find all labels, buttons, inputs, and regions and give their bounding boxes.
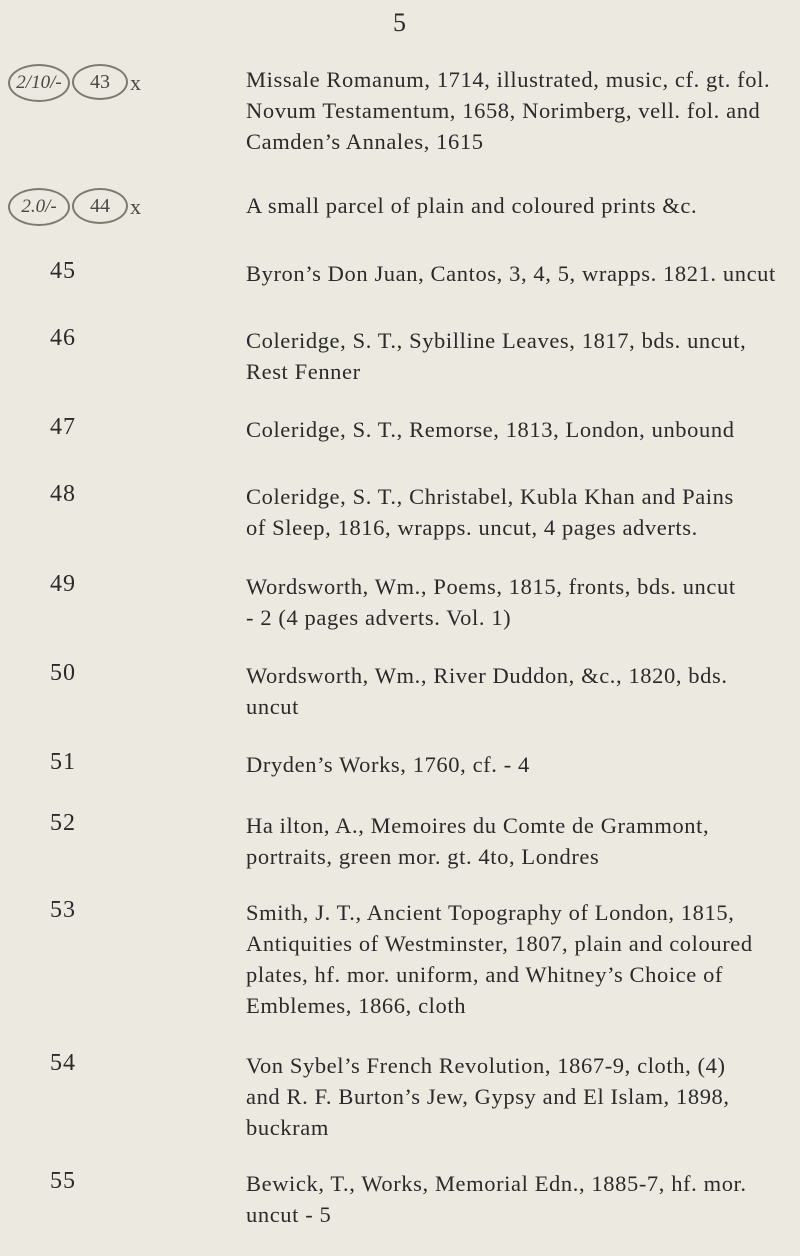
lot-description xyxy=(246,1168,786,1230)
description-line: and R. F. Burton’s Jew, Gypsy and El Islam, 1898, xyxy=(246,1084,730,1109)
description-line: Coleridge, S. T., Christabel, Kubla Khan and Pains xyxy=(246,484,734,509)
lot-description xyxy=(246,749,786,780)
description-line: Coleridge, S. T., Sybilline Leaves, 1817, bds. uncut, xyxy=(246,328,747,353)
description-line: uncut xyxy=(246,694,299,719)
lot-description xyxy=(246,190,786,221)
margin-annotation-43 xyxy=(8,64,148,104)
description-line: A small parcel of plain and coloured prints &c. xyxy=(246,193,698,218)
description-line: Wordsworth, Wm., River Duddon, &c., 1820, bds. xyxy=(246,663,728,688)
lot-number: 46 xyxy=(50,325,76,351)
description-line: of Sleep, 1816, wrapps. uncut, 4 pages adverts. xyxy=(246,515,698,540)
lot-description xyxy=(246,660,786,722)
margin-annotation-44 xyxy=(8,188,148,228)
lot-number: 50 xyxy=(50,660,76,686)
lot-description xyxy=(246,481,786,543)
handwritten-price: 2.0/- xyxy=(8,188,70,226)
description-line: Antiquities of Westminster, 1807, plain and coloured xyxy=(246,931,753,956)
lot-description xyxy=(246,897,786,1021)
lot-number: 55 xyxy=(50,1168,76,1194)
handwritten-lot-number: 43 xyxy=(72,64,128,100)
description-line: Byron’s Don Juan, Cantos, 3, 4, 5, wrapps. 1821. uncut xyxy=(246,261,776,286)
lot-description xyxy=(246,258,786,289)
tick-mark-icon: x xyxy=(130,70,141,95)
lot-number: 48 xyxy=(50,481,76,507)
tick-mark-icon: x xyxy=(130,194,141,219)
lot-number: 51 xyxy=(50,749,76,775)
lot-description xyxy=(246,64,786,157)
lot-description xyxy=(246,571,786,633)
lot-description xyxy=(246,414,786,445)
description-line: Bewick, T., Works, Memorial Edn., 1885-7, hf. mor. xyxy=(246,1171,747,1196)
lot-number: 52 xyxy=(50,810,76,836)
handwritten-lot-number: 44 xyxy=(72,188,128,224)
page-number: 5 xyxy=(393,8,407,37)
description-line: Missale Romanum, 1714, illustrated, music, cf. gt. fol. xyxy=(246,67,771,92)
handwritten-price: 2/10/- xyxy=(8,64,70,102)
description-line: Emblemes, 1866, cloth xyxy=(246,993,467,1018)
description-line: Von Sybel’s French Revolution, 1867-9, cloth, (4) xyxy=(246,1053,726,1078)
lot-number: 54 xyxy=(50,1050,76,1076)
description-line: - 2 (4 pages adverts. Vol. 1) xyxy=(246,605,512,630)
description-line: Novum Testamentum, 1658, Norimberg, vell. fol. and xyxy=(246,98,761,123)
description-line: Ha ilton, A., Memoires du Comte de Grammont, xyxy=(246,813,710,838)
lot-number: 53 xyxy=(50,897,76,923)
description-line: Rest Fenner xyxy=(246,359,361,384)
lot-description xyxy=(246,810,786,872)
lot-description xyxy=(246,325,786,387)
description-line: Dryden’s Works, 1760, cf. - 4 xyxy=(246,752,530,777)
description-line: buckram xyxy=(246,1115,329,1140)
lot-number: 49 xyxy=(50,571,76,597)
description-line: Camden’s Annales, 1615 xyxy=(246,129,484,154)
description-line: Smith, J. T., Ancient Topography of London, 1815, xyxy=(246,900,735,925)
description-line: uncut - 5 xyxy=(246,1202,332,1227)
lot-number: 47 xyxy=(50,414,76,440)
lot-number: 45 xyxy=(50,258,76,284)
lot-description xyxy=(246,1050,786,1143)
description-line: portraits, green mor. gt. 4to, Londres xyxy=(246,844,600,869)
description-line: Coleridge, S. T., Remorse, 1813, London, unbound xyxy=(246,417,735,442)
description-line: Wordsworth, Wm., Poems, 1815, fronts, bds. uncut xyxy=(246,574,736,599)
description-line: plates, hf. mor. uniform, and Whitney’s Choice of xyxy=(246,962,724,987)
